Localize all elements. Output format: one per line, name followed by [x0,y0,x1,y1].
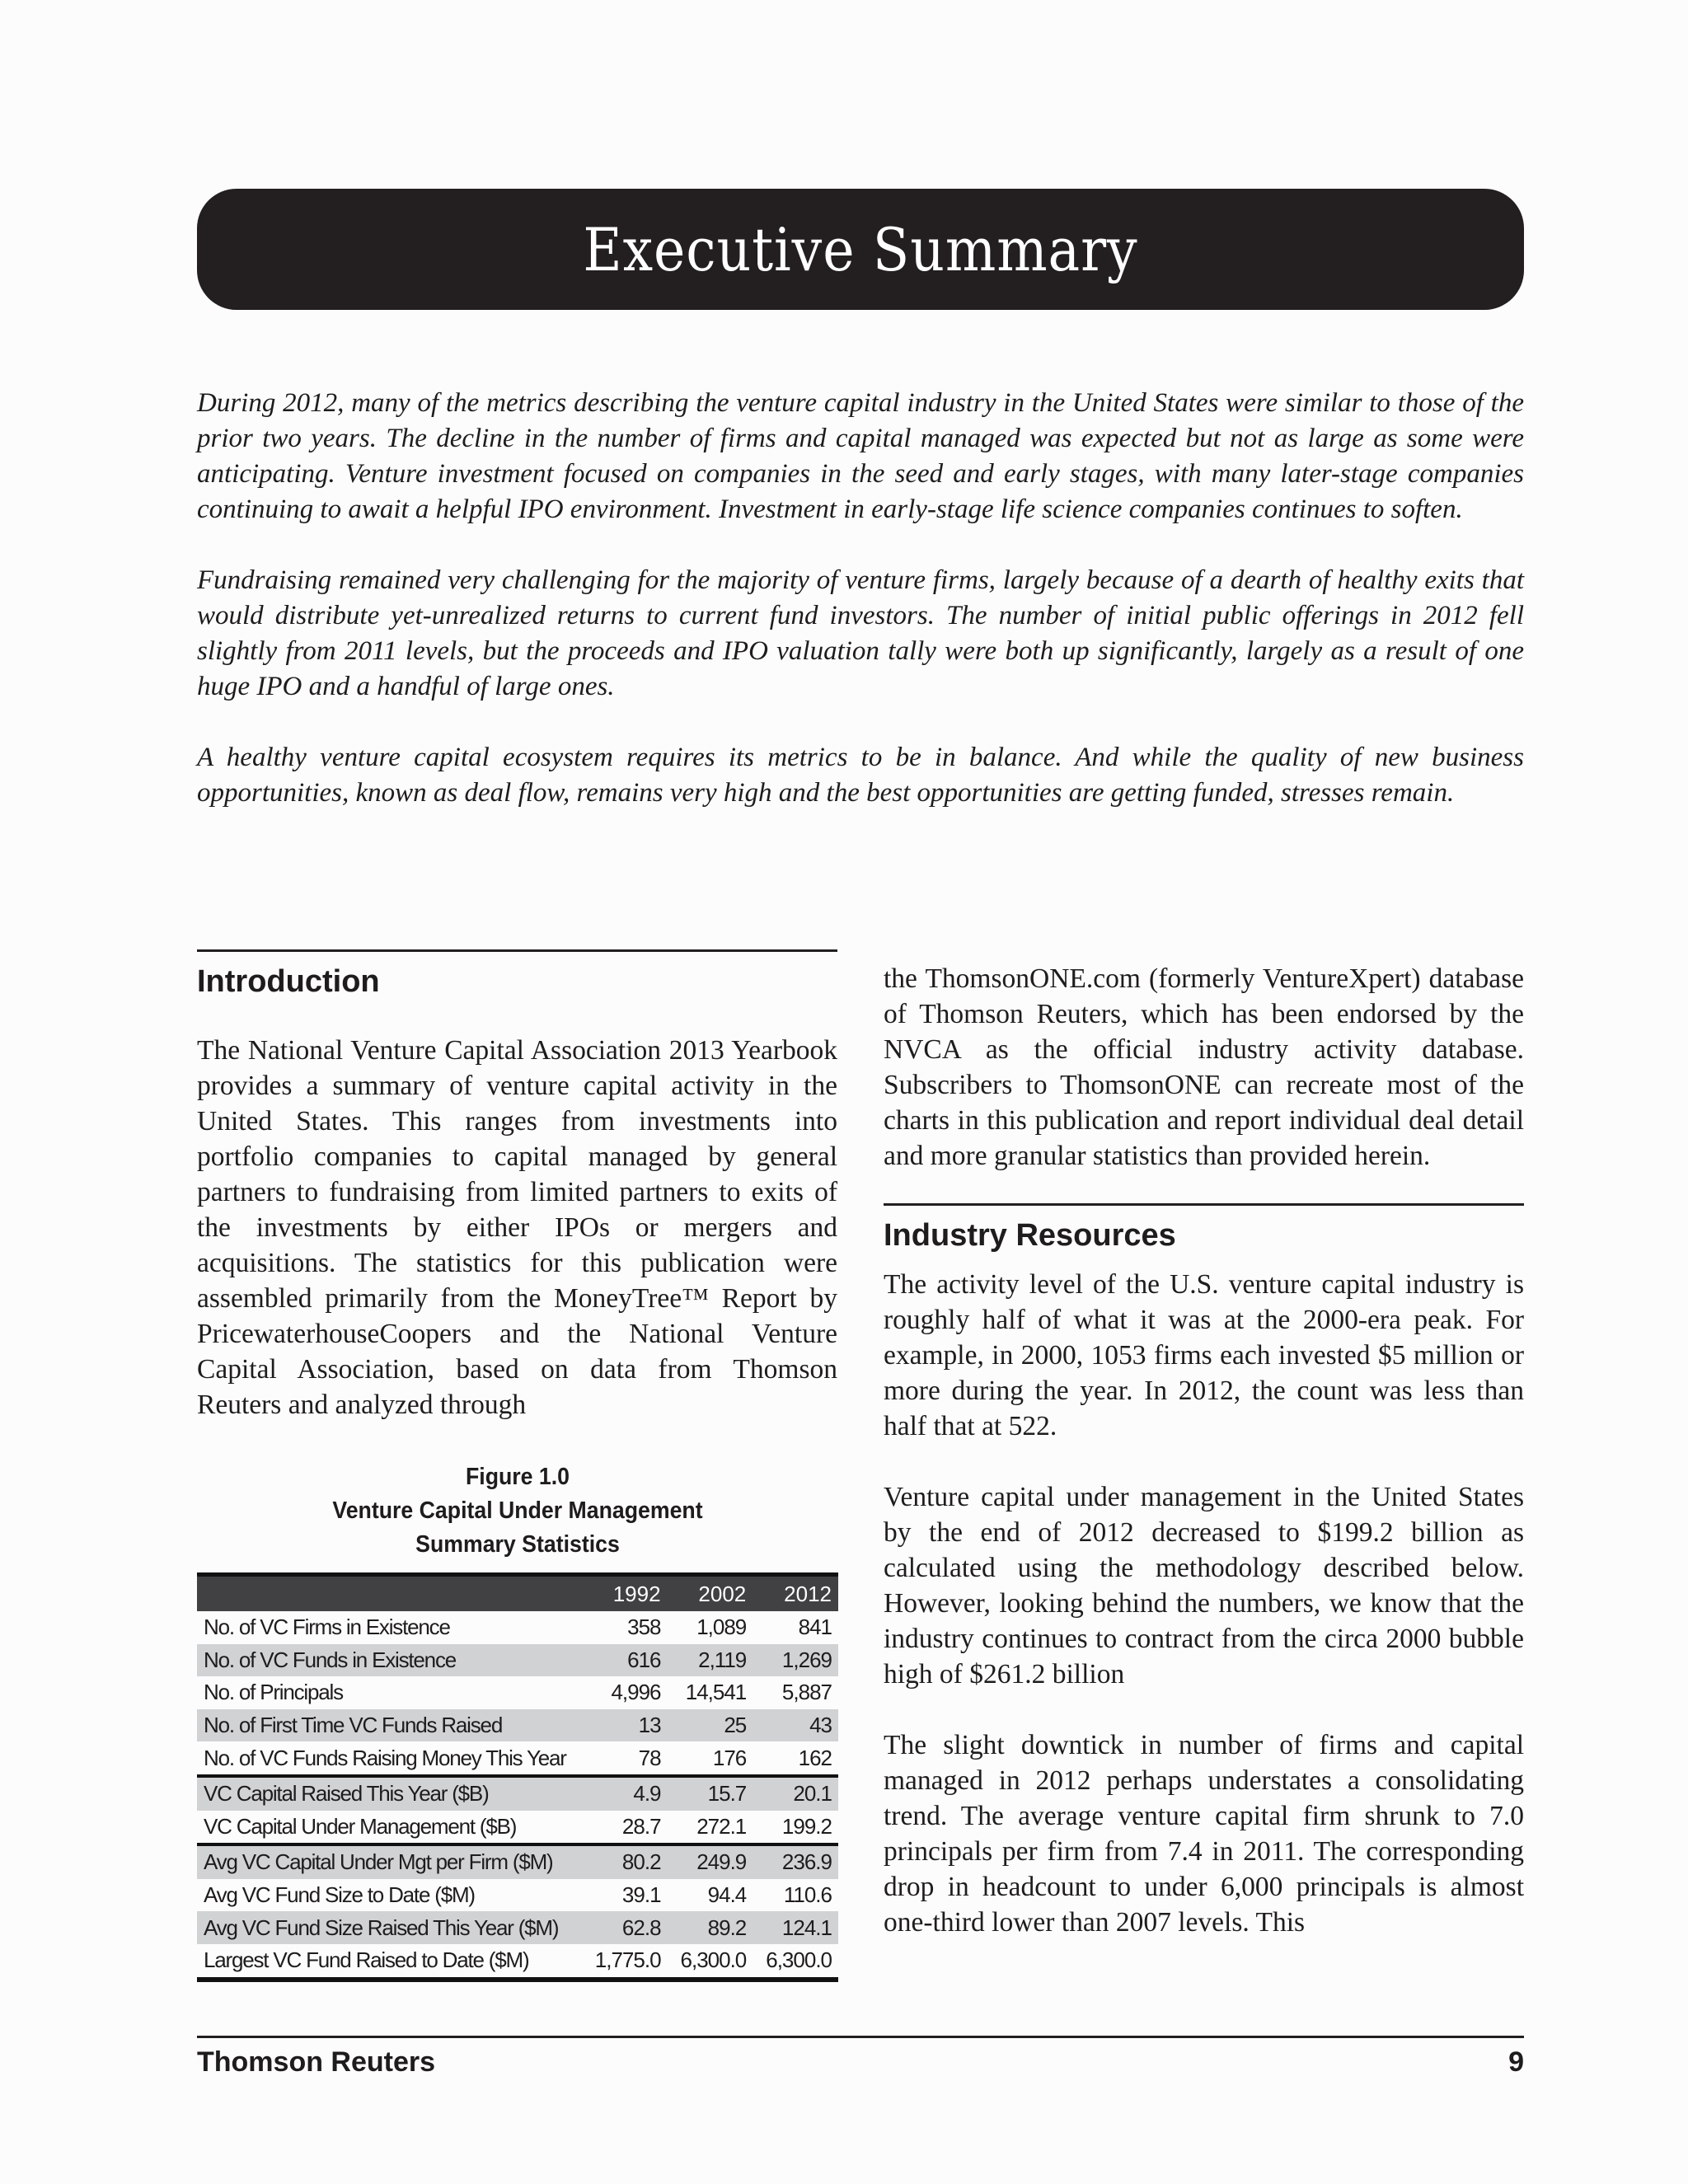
row-value: 20.1 [753,1776,838,1811]
intro-paragraph: Fundraising remained very challenging for the majority of venture firms, largely because of a dearth of healthy exits that would distribute yet-unrealized returns to current fund investors. The number of initial public offerings in 2012 fell slightly from 2011 levels, but the proceeds and IPO valuation tally were both up significantly, largely as a result of one huge IPO and a handful of large ones. [197,565,1524,701]
intro-paragraph: During 2012, many of the metrics describing the venture capital industry in the United States were similar to those of the prior two years. The decline in the number of firms and capital managed was expected but not as large as some were anticipating. Venture investment focused on companies in the seed and early stages, with many later-stage companies continuing to await a helpful IPO environment. Investment in early-stage life science companies continues to soften. [197,388,1524,524]
table-header-row [197,1575,838,1612]
row-label: Largest VC Fund Raised to Date ($M) [204,1947,529,1973]
body-paragraph: The slight downtick in number of firms and capital managed in 2012 perhaps understates a consolidating trend. The average venture capital firm shrunk to 7.0 principals per firm from 7.4 in 2011. The corresponding drop in headcount to under 6,000 principals is almost one-third lower than 2007 levels. This [884,1730,1524,1938]
row-value: 89.2 [668,1911,753,1944]
introduction-body: The National Venture Capital Association 2013 Yearbook provides a summary of venture capital activity in the United States. This ranges from investments into portfolio companies to capital managed by general partners to fundraising from limited partners to exits of the investments by either IPOs or mergers and acquisitions. The statistics for this publication were assembled primarily from the MoneyTree™ Report by PricewaterhouseCoopers and the National Venture Capital Association, based on data from Thomson Reuters and analyzed through [197,1035,837,1420]
right-column [884,961,1524,1975]
body-paragraph: The activity level of the U.S. venture capital industry is roughly half of what it was at the 2000-era peak. For example, in 2000, 1053 firms each invested $5 million or more during the year. In 2012, the count was less than half that at 522. [884,1269,1524,1441]
table-row [197,1911,838,1944]
row-value: 1,089 [696,1615,747,1640]
row-value: 13 [582,1709,668,1742]
row-value: 358 [627,1615,661,1640]
row-value: 78 [638,1745,661,1770]
row-value: 272.1 [696,1813,747,1839]
section-rule [884,1203,1524,1206]
row-value: 94.4 [707,1882,747,1908]
row-label: VC Capital Raised This Year ($B) [197,1776,582,1811]
intro-paragraph: A healthy venture capital ecosystem requires its metrics to be in balance. And while the quality of new business opportunities, known as deal flow, remains very high and the best opportunities are getting funded, stresses remain. [197,743,1524,808]
header-label-cell [197,1575,582,1612]
table-row [197,1776,838,1811]
row-value: 4,996 [611,1680,661,1705]
row-value: 14,541 [685,1680,747,1705]
table-row [197,1644,838,1677]
row-label: No. of VC Funds Raising Money This Year [204,1745,566,1770]
figure-subtitle: Summary Statistics [415,1531,620,1558]
section-rule [197,949,837,952]
industry-resources-heading: Industry Resources [884,1218,1176,1253]
row-value: 162 [798,1745,832,1770]
row-value: 39.1 [621,1882,661,1908]
row-value: 6,300.0 [766,1947,832,1973]
row-label: VC Capital Under Management ($B) [204,1813,517,1839]
row-label: No. of VC Firms in Existence [204,1615,450,1640]
row-label: No. of First Time VC Funds Raised [197,1709,582,1742]
row-value: 15.7 [668,1776,753,1811]
introduction-heading: Introduction [197,964,380,999]
banner-title: Executive Summary [583,214,1138,284]
table-row [197,1709,838,1742]
row-value: 236.9 [753,1844,838,1879]
table-row [197,1944,838,1980]
figure-caption [223,1460,813,1562]
table-row [197,1844,838,1879]
row-value: 249.9 [668,1844,753,1879]
executive-summary-intro [197,386,1524,846]
row-value: 80.2 [582,1844,668,1879]
page-footer [197,2036,1524,2079]
header-year: 1992 [582,1575,668,1612]
table-row [197,1879,838,1912]
row-value: 5,887 [781,1680,832,1705]
row-value: 199.2 [781,1813,832,1839]
row-value: 176 [712,1745,747,1770]
continuation-paragraph: the ThomsonONE.com (formerly VentureXpert) database of Thomson Reuters, which has been endorsed by the NVCA as the official industry activity database. Subscribers to ThomsonONE can recreate most of the charts in this publication and report individual deal detail and more granular statistics than provided herein. [884,963,1524,1171]
row-value: 124.1 [753,1911,838,1944]
header-year: 2002 [668,1575,753,1612]
row-value: 1,269 [753,1644,838,1677]
row-value: 110.6 [783,1882,832,1908]
row-label: No. of Principals [204,1680,343,1705]
header-year: 2012 [753,1575,838,1612]
body-paragraph: Venture capital under management in the United States by the end of 2012 decreased to $199.2 billion as calculated using the methodology described below. However, looking behind the numbers, we know that the industry continues to contract from the circa 2000 bubble high of $261.2 billion [884,1482,1524,1690]
row-label: Avg VC Capital Under Mgt per Firm ($M) [197,1844,582,1879]
figure-label: Figure 1.0 [465,1464,570,1490]
summary-statistics-table [197,1572,838,1982]
row-value: 25 [668,1709,753,1742]
table-row [197,1741,838,1776]
table-row [197,1811,838,1845]
row-value: 6,300.0 [680,1947,747,1973]
left-column [197,949,837,1458]
row-value: 43 [753,1709,838,1742]
row-value: 2,119 [668,1644,753,1677]
row-label: No. of VC Funds in Existence [197,1644,582,1677]
footer-publisher: Thomson Reuters [197,2046,436,2078]
table-row [197,1611,838,1644]
row-value: 28.7 [621,1813,661,1839]
figure-title: Venture Capital Under Management [332,1497,703,1524]
row-label: Avg VC Fund Size to Date ($M) [204,1882,475,1908]
page-number: 9 [1508,2046,1524,2078]
table-row [197,1676,838,1709]
row-value: 62.8 [582,1911,668,1944]
row-value: 841 [798,1615,832,1640]
row-value: 616 [582,1644,668,1677]
row-value: 4.9 [582,1776,668,1811]
row-value: 1,775.0 [594,1947,661,1973]
section-banner [197,189,1524,310]
row-label: Avg VC Fund Size Raised This Year ($M) [197,1911,582,1944]
